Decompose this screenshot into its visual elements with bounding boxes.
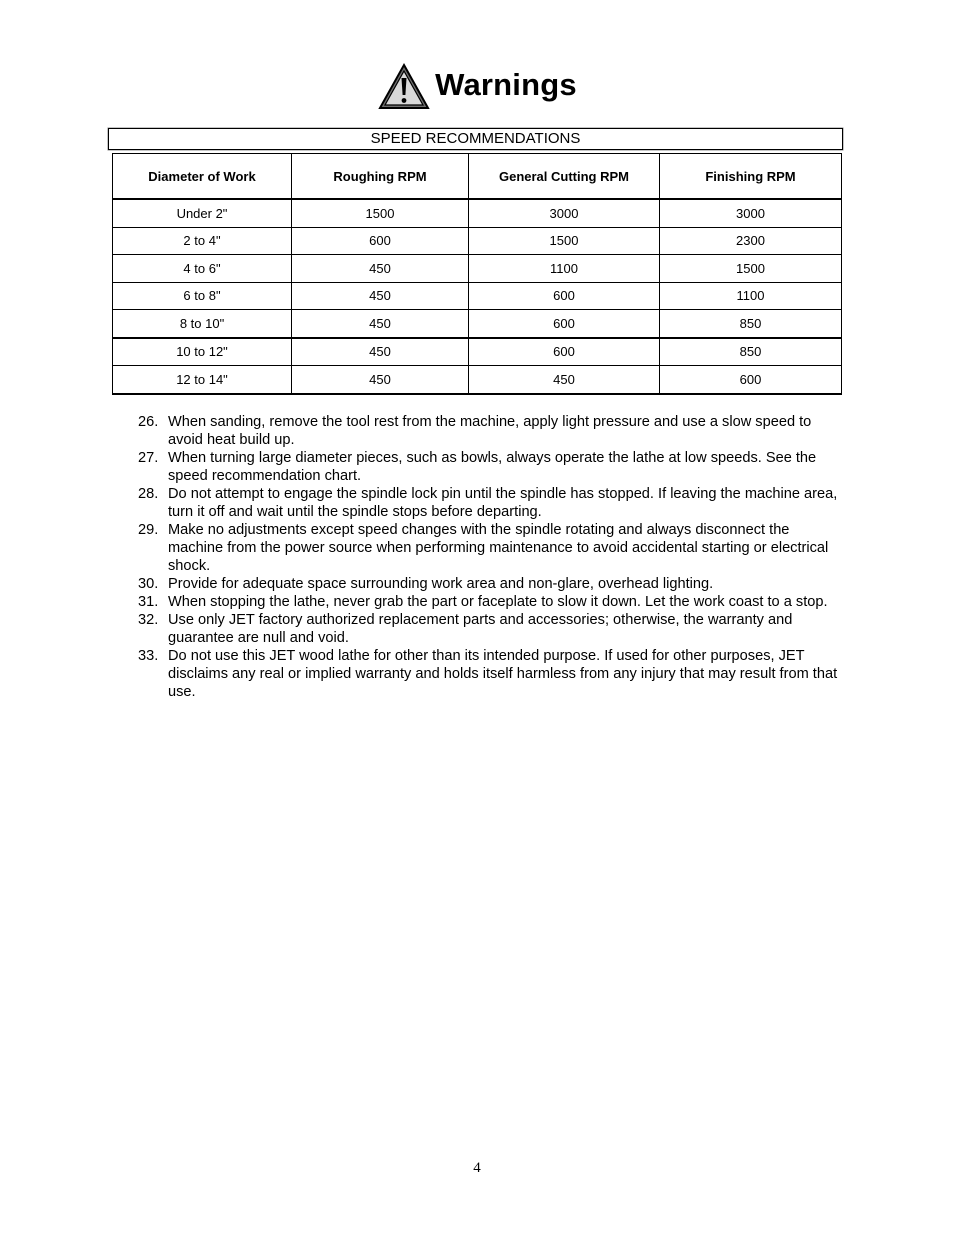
list-item [138, 647, 843, 701]
table-cell: 600 [660, 366, 842, 394]
item-text: Use only JET factory authorized replacement parts and accessories; otherwise, the warranty and guarantee are null and void. [168, 612, 793, 646]
item-text: Do not attempt to engage the spindle lock pin until the spindle has stopped. If leaving the machine area, turn it off and wait until the spindle stops before departing. [168, 486, 838, 520]
table-cell: 1500 [292, 199, 469, 227]
table-cell: 10 to 12" [113, 338, 292, 366]
table-cell: 3000 [469, 199, 660, 227]
page-header [0, 62, 954, 112]
item-number: 29. [138, 522, 159, 538]
item-number: 33. [138, 648, 159, 664]
table-cell: 3000 [660, 199, 842, 227]
column-header-general-cutting-rpm: General Cutting RPM [469, 154, 660, 200]
item-number: 27. [138, 450, 159, 466]
item-number: 26. [138, 414, 159, 430]
list-item [138, 611, 843, 647]
table-cell: 450 [292, 310, 469, 338]
column-header-roughing-rpm: Roughing RPM [292, 154, 469, 200]
warning-triangle-icon [377, 62, 431, 112]
item-number: 30. [138, 576, 159, 592]
table-row [113, 338, 842, 366]
table-header-row [113, 154, 842, 200]
table-row [113, 366, 842, 394]
table-cell: 6 to 8" [113, 282, 292, 310]
item-text: Provide for adequate space surrounding work area and non-glare, overhead lighting. [168, 576, 714, 592]
table-cell: 8 to 10" [113, 310, 292, 338]
table-cell: Under 2" [113, 199, 292, 227]
table-cell: 1100 [660, 282, 842, 310]
table-row [113, 255, 842, 283]
table-cell: 2 to 4" [113, 227, 292, 255]
table-cell: 600 [469, 310, 660, 338]
table-cell: 850 [660, 338, 842, 366]
table-row [113, 227, 842, 255]
item-number: 28. [138, 486, 159, 502]
table-cell: 1500 [469, 227, 660, 255]
table-cell: 450 [292, 282, 469, 310]
table-cell: 450 [292, 255, 469, 283]
table-cell: 12 to 14" [113, 366, 292, 394]
speed-recommendations-table [112, 153, 842, 395]
list-item [138, 575, 843, 593]
item-text: When sanding, remove the tool rest from the machine, apply light pressure and use a slow speed to avoid heat build up. [168, 414, 812, 448]
table-cell: 450 [292, 366, 469, 394]
column-header-finishing-rpm: Finishing RPM [660, 154, 842, 200]
list-item [138, 521, 843, 575]
table-row [113, 310, 842, 338]
table-cell: 850 [660, 310, 842, 338]
item-number: 31. [138, 594, 159, 610]
column-header-diameter: Diameter of Work [113, 154, 292, 200]
list-item [138, 449, 843, 485]
table-cell: 450 [292, 338, 469, 366]
list-item [138, 485, 843, 521]
list-item [138, 413, 843, 449]
table-cell: 1100 [469, 255, 660, 283]
table-cell: 600 [469, 338, 660, 366]
item-text: Do not use this JET wood lathe for other than its intended purpose. If used for other purposes, JET disclaims any real or implied warranty and holds itself harmless from any injury that may result from that use. [168, 648, 838, 700]
item-text: Make no adjustments except speed changes with the spindle rotating and always disconnect the machine from the power source when performing maintenance to avoid accidental starting or electrical shock. [168, 522, 829, 574]
item-number: 32. [138, 612, 159, 628]
table-cell: 450 [469, 366, 660, 394]
table-cell: 2300 [660, 227, 842, 255]
table-cell: 600 [469, 282, 660, 310]
table-cell: 4 to 6" [113, 255, 292, 283]
table-row [113, 199, 842, 227]
page-title: Warnings [435, 67, 577, 102]
item-text: When turning large diameter pieces, such as bowls, always operate the lathe at low speeds. See the speed recommendation chart. [168, 450, 817, 484]
speed-table-title: SPEED RECOMMENDATIONS [108, 128, 843, 150]
table-row [113, 282, 842, 310]
item-text: When stopping the lathe, never grab the part or faceplate to slow it down. Let the work coast to a stop. [168, 594, 828, 610]
page-number: 4 [473, 1160, 481, 1176]
warnings-list [138, 413, 843, 701]
table-cell: 600 [292, 227, 469, 255]
table-cell: 1500 [660, 255, 842, 283]
list-item [138, 593, 843, 611]
